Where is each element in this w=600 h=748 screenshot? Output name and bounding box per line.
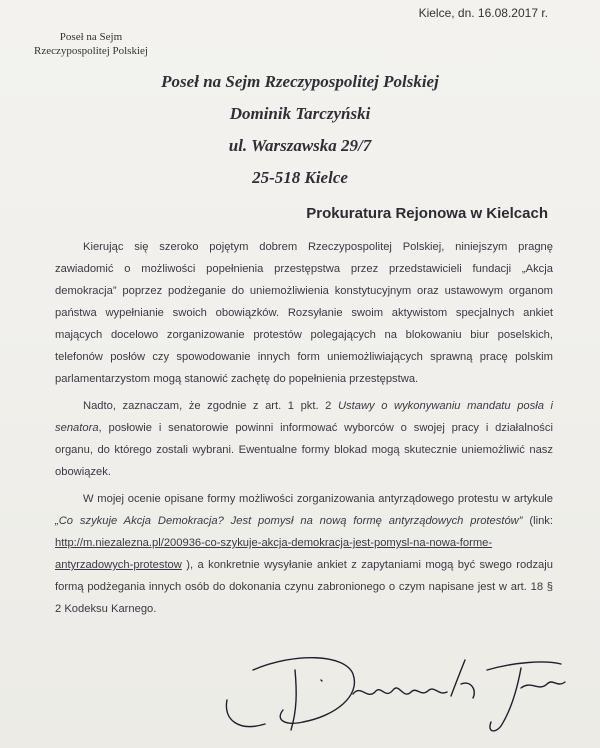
article-link[interactable]: http://m.niezalezna.pl/200936-co-szykuje-akcja-demokracja-jest-pomysl-na-nowa-forme-antyrzadowych-protestow bbox=[55, 537, 493, 571]
signature-stroke-name bbox=[353, 688, 447, 694]
letterhead-title: Poseł na Sejm Rzeczypospolitej Polskiej bbox=[161, 72, 439, 91]
letter-date: Kielce, dn. 16.08.2017 r. bbox=[418, 6, 548, 20]
act-title: Ustawy o wykonywaniu mandatu posła i senatora bbox=[55, 400, 553, 434]
paragraph-2-text-b: , posłowie i senatorowie powinni informować wyborców o swojej pracy i działalności organu, do którego zostali wybrani. Ewentualne formy blokad mogą skutecznie uniemożliwić nasz obowiązek. bbox=[55, 422, 553, 478]
signature-stroke-d bbox=[253, 658, 354, 724]
signature-stroke-tail bbox=[521, 682, 565, 688]
letterhead-name: Dominik Tarczyński bbox=[229, 104, 371, 123]
letter-body bbox=[55, 236, 553, 625]
signature-stroke-underline bbox=[226, 700, 265, 727]
paragraph-1: Kierując się szeroko pojętym dobrem Rzeczypospolitej Polskiej, niniejszym pragnę zawiadomić o możliwości popełnienia przestępstwa przez przedstawicieli fundacji „Akcja demokracja” poprzez podżeganie do uniemożliwienia konstytucyjnym oraz ustawowym organom państwa wypełnianie swoich obowiązków. Rozsyłanie swoim aktywistom specjalnych ankiet mających docelowo zorganizowanie protestów polegających na blokowaniu biur poselskich, telefonów posłów czy spowodowanie innych form uniemożliwiających sprawną pracę polskim parlamentarzystom mogą stanowić zachętę do popełnienia przestępstwa. bbox=[55, 241, 553, 385]
article-title: „Co szykuje Akcja Demokracja? Jest pomysł na nową formę antyrządowych protestów” bbox=[55, 515, 523, 527]
signature-stroke-t bbox=[487, 662, 561, 731]
signature-stroke-stem bbox=[291, 670, 296, 730]
sender-stamp bbox=[34, 30, 148, 58]
letterhead bbox=[0, 66, 600, 194]
paragraph-3-text-a: W mojej ocenie opisane formy możliwości zorganizowania antyrządowego protestu w artykule bbox=[83, 493, 553, 505]
link-prefix: (link: bbox=[522, 515, 553, 527]
paragraph-3-text-b: ), a konkretnie wysyłanie ankiet z zapytaniami mogą być swego rodzaju formą podżegania innych osób do dokonania czynu zabronionego o czym napisane jest w art. 18 § 2 Kodeksu Karnego. bbox=[55, 559, 553, 615]
signature-dot bbox=[321, 680, 322, 681]
stamp-line-2: Rzeczypospolitej Polskiej bbox=[34, 45, 148, 57]
signature-stroke-k bbox=[451, 660, 474, 698]
handwritten-signature bbox=[225, 640, 575, 740]
paragraph-3 bbox=[55, 488, 553, 620]
letterhead-city: 25-518 Kielce bbox=[252, 168, 348, 187]
paragraph-2 bbox=[55, 395, 553, 483]
addressee: Prokuratura Rejonowa w Kielcach bbox=[306, 205, 548, 222]
stamp-line-1: Poseł na Sejm bbox=[59, 31, 123, 43]
paragraph-2-text-a: Nadto, zaznaczam, że zgodnie z art. 1 pkt. 2 bbox=[83, 400, 338, 412]
letterhead-street: ul. Warszawska 29/7 bbox=[228, 136, 372, 155]
